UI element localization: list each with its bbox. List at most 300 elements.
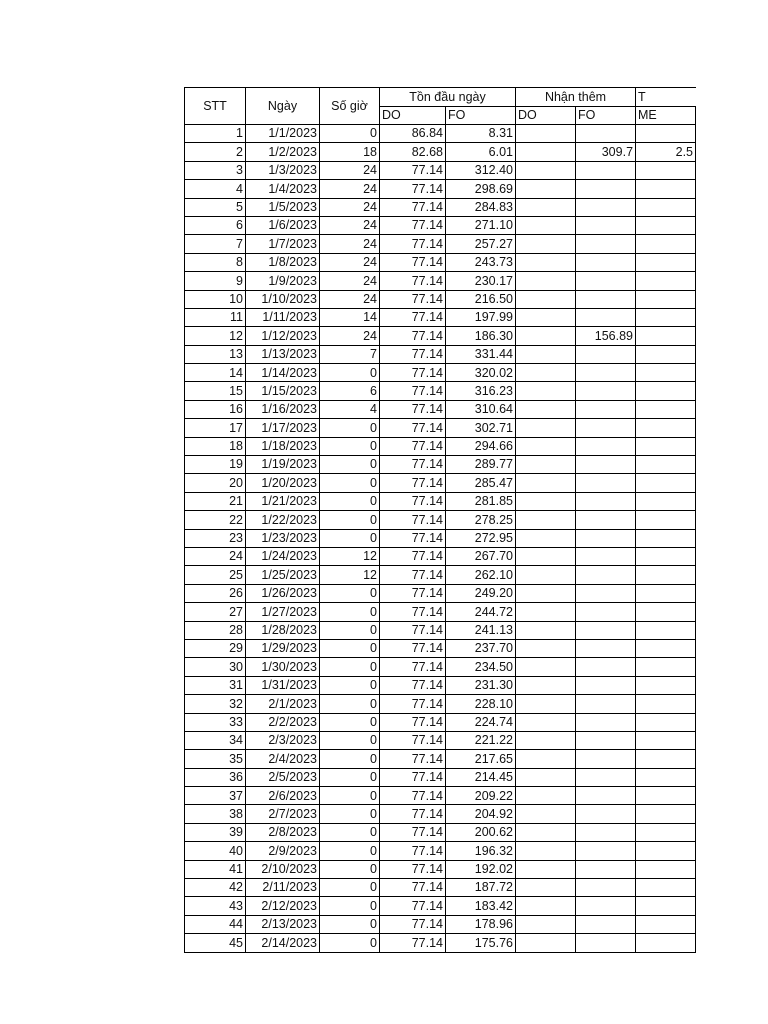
me-cell: [636, 437, 696, 455]
received-fo-cell: [576, 290, 636, 308]
stt-cell: 12: [185, 327, 246, 345]
received-do-cell: [516, 235, 576, 253]
received-fo-cell: [576, 934, 636, 952]
received-do-cell: [516, 547, 576, 565]
stt-cell: 44: [185, 915, 246, 933]
date-cell: 1/14/2023: [246, 364, 320, 382]
hours-cell: 24: [320, 253, 380, 271]
opening-do-cell: 77.14: [380, 235, 446, 253]
received-fo-cell: [576, 382, 636, 400]
opening-fo-cell: 183.42: [446, 897, 516, 915]
stt-cell: 3: [185, 161, 246, 179]
hours-cell: 24: [320, 180, 380, 198]
me-cell: [636, 290, 696, 308]
hours-cell: 0: [320, 511, 380, 529]
received-do-cell: [516, 272, 576, 290]
date-cell: 1/22/2023: [246, 511, 320, 529]
header-opening-do: DO: [380, 107, 446, 125]
me-cell: [636, 327, 696, 345]
table-row: [185, 695, 697, 713]
opening-fo-cell: 281.85: [446, 492, 516, 510]
opening-do-cell: 77.14: [380, 879, 446, 897]
hours-cell: 0: [320, 897, 380, 915]
received-do-cell: [516, 823, 576, 841]
stt-cell: 8: [185, 253, 246, 271]
table-row: [185, 897, 697, 915]
received-fo-cell: [576, 823, 636, 841]
stt-cell: 4: [185, 180, 246, 198]
opening-do-cell: 86.84: [380, 125, 446, 143]
received-do-cell: [516, 198, 576, 216]
received-fo-cell: [576, 492, 636, 510]
header-next-group: T: [636, 88, 696, 107]
opening-fo-cell: 6.01: [446, 143, 516, 161]
fuel-log-table: [184, 87, 696, 953]
received-do-cell: [516, 161, 576, 179]
date-cell: 2/3/2023: [246, 731, 320, 749]
table-row: [185, 474, 697, 492]
header-hours: Số giờ: [320, 88, 380, 125]
me-cell: [636, 897, 696, 915]
table-row: [185, 915, 697, 933]
received-do-cell: [516, 382, 576, 400]
hours-cell: 18: [320, 143, 380, 161]
hours-cell: 0: [320, 474, 380, 492]
opening-fo-cell: 230.17: [446, 272, 516, 290]
opening-do-cell: 77.14: [380, 511, 446, 529]
opening-fo-cell: 187.72: [446, 879, 516, 897]
hours-cell: 0: [320, 879, 380, 897]
opening-do-cell: 77.14: [380, 621, 446, 639]
header-received: Nhận thêm: [516, 88, 636, 107]
opening-do-cell: 77.14: [380, 327, 446, 345]
hours-cell: 12: [320, 566, 380, 584]
received-fo-cell: [576, 456, 636, 474]
stt-cell: 11: [185, 308, 246, 326]
spreadsheet-viewport: [184, 87, 696, 955]
date-cell: 1/12/2023: [246, 327, 320, 345]
hours-cell: 0: [320, 437, 380, 455]
table-row: [185, 419, 697, 437]
table-row: [185, 492, 697, 510]
received-fo-cell: 309.7: [576, 143, 636, 161]
received-fo-cell: [576, 639, 636, 657]
table-row: [185, 713, 697, 731]
me-cell: [636, 823, 696, 841]
received-fo-cell: [576, 547, 636, 565]
stt-cell: 43: [185, 897, 246, 915]
header-row-top: [185, 88, 697, 107]
date-cell: 1/20/2023: [246, 474, 320, 492]
table-body: [185, 125, 697, 953]
opening-do-cell: 77.14: [380, 695, 446, 713]
opening-fo-cell: 278.25: [446, 511, 516, 529]
opening-fo-cell: 186.30: [446, 327, 516, 345]
opening-do-cell: 77.14: [380, 437, 446, 455]
opening-fo-cell: 302.71: [446, 419, 516, 437]
table-row: [185, 860, 697, 878]
stt-cell: 34: [185, 731, 246, 749]
hours-cell: 0: [320, 805, 380, 823]
me-cell: [636, 364, 696, 382]
stt-cell: 7: [185, 235, 246, 253]
received-do-cell: [516, 879, 576, 897]
hours-cell: 24: [320, 235, 380, 253]
table-row: [185, 272, 697, 290]
stt-cell: 25: [185, 566, 246, 584]
opening-fo-cell: 192.02: [446, 860, 516, 878]
table-row: [185, 308, 697, 326]
date-cell: 2/12/2023: [246, 897, 320, 915]
table-row: [185, 805, 697, 823]
me-cell: [636, 419, 696, 437]
table-row: [185, 842, 697, 860]
opening-do-cell: 77.14: [380, 547, 446, 565]
opening-do-cell: 77.14: [380, 492, 446, 510]
me-cell: [636, 934, 696, 952]
stt-cell: 10: [185, 290, 246, 308]
opening-fo-cell: 228.10: [446, 695, 516, 713]
received-fo-cell: [576, 584, 636, 602]
me-cell: [636, 860, 696, 878]
hours-cell: 24: [320, 161, 380, 179]
table-row: [185, 161, 697, 179]
table-row: [185, 787, 697, 805]
date-cell: 1/30/2023: [246, 658, 320, 676]
table-row: [185, 676, 697, 694]
table-row: [185, 566, 697, 584]
opening-fo-cell: 249.20: [446, 584, 516, 602]
received-fo-cell: [576, 603, 636, 621]
me-cell: [636, 805, 696, 823]
opening-fo-cell: 310.64: [446, 400, 516, 418]
table-row: [185, 216, 697, 234]
opening-fo-cell: 284.83: [446, 198, 516, 216]
date-cell: 1/16/2023: [246, 400, 320, 418]
hours-cell: 0: [320, 695, 380, 713]
me-cell: [636, 272, 696, 290]
received-do-cell: [516, 787, 576, 805]
stt-cell: 9: [185, 272, 246, 290]
received-do-cell: [516, 750, 576, 768]
stt-cell: 15: [185, 382, 246, 400]
table-row: [185, 529, 697, 547]
opening-fo-cell: 221.22: [446, 731, 516, 749]
date-cell: 1/24/2023: [246, 547, 320, 565]
hours-cell: 24: [320, 198, 380, 216]
received-do-cell: [516, 400, 576, 418]
me-cell: [636, 621, 696, 639]
me-cell: [636, 400, 696, 418]
received-fo-cell: [576, 676, 636, 694]
received-fo-cell: [576, 125, 636, 143]
date-cell: 1/11/2023: [246, 308, 320, 326]
received-fo-cell: [576, 345, 636, 363]
date-cell: 1/13/2023: [246, 345, 320, 363]
opening-do-cell: 77.14: [380, 345, 446, 363]
date-cell: 2/10/2023: [246, 860, 320, 878]
opening-do-cell: 77.14: [380, 253, 446, 271]
stt-cell: 35: [185, 750, 246, 768]
table-row: [185, 731, 697, 749]
stt-cell: 18: [185, 437, 246, 455]
table-row: [185, 364, 697, 382]
hours-cell: 0: [320, 364, 380, 382]
received-fo-cell: [576, 768, 636, 786]
stt-cell: 24: [185, 547, 246, 565]
received-do-cell: [516, 621, 576, 639]
received-do-cell: [516, 768, 576, 786]
opening-fo-cell: 209.22: [446, 787, 516, 805]
table-row: [185, 437, 697, 455]
date-cell: 2/11/2023: [246, 879, 320, 897]
hours-cell: 0: [320, 492, 380, 510]
opening-do-cell: 77.14: [380, 584, 446, 602]
opening-do-cell: 77.14: [380, 639, 446, 657]
hours-cell: 0: [320, 713, 380, 731]
stt-cell: 21: [185, 492, 246, 510]
opening-do-cell: 77.14: [380, 529, 446, 547]
received-do-cell: [516, 290, 576, 308]
opening-do-cell: 77.14: [380, 290, 446, 308]
date-cell: 2/14/2023: [246, 934, 320, 952]
received-do-cell: [516, 566, 576, 584]
opening-fo-cell: 262.10: [446, 566, 516, 584]
received-fo-cell: [576, 805, 636, 823]
hours-cell: 24: [320, 290, 380, 308]
received-do-cell: [516, 216, 576, 234]
received-fo-cell: [576, 860, 636, 878]
hours-cell: 6: [320, 382, 380, 400]
opening-fo-cell: 204.92: [446, 805, 516, 823]
received-fo-cell: [576, 713, 636, 731]
opening-fo-cell: 312.40: [446, 161, 516, 179]
stt-cell: 26: [185, 584, 246, 602]
received-fo-cell: [576, 253, 636, 271]
opening-fo-cell: 289.77: [446, 456, 516, 474]
date-cell: 1/31/2023: [246, 676, 320, 694]
stt-cell: 22: [185, 511, 246, 529]
opening-fo-cell: 234.50: [446, 658, 516, 676]
table-row: [185, 511, 697, 529]
date-cell: 2/9/2023: [246, 842, 320, 860]
opening-do-cell: 77.14: [380, 897, 446, 915]
received-do-cell: [516, 511, 576, 529]
me-cell: [636, 529, 696, 547]
stt-cell: 45: [185, 934, 246, 952]
me-cell: [636, 603, 696, 621]
opening-do-cell: 77.14: [380, 805, 446, 823]
received-do-cell: [516, 456, 576, 474]
stt-cell: 14: [185, 364, 246, 382]
opening-do-cell: 77.14: [380, 382, 446, 400]
received-do-cell: [516, 842, 576, 860]
date-cell: 1/9/2023: [246, 272, 320, 290]
me-cell: 2.5: [636, 143, 696, 161]
received-fo-cell: [576, 437, 636, 455]
received-do-cell: [516, 474, 576, 492]
date-cell: 2/2/2023: [246, 713, 320, 731]
opening-do-cell: 77.14: [380, 603, 446, 621]
hours-cell: 0: [320, 456, 380, 474]
me-cell: [636, 639, 696, 657]
received-fo-cell: [576, 474, 636, 492]
opening-do-cell: 77.14: [380, 400, 446, 418]
opening-fo-cell: 200.62: [446, 823, 516, 841]
opening-do-cell: 77.14: [380, 272, 446, 290]
stt-cell: 19: [185, 456, 246, 474]
received-do-cell: [516, 492, 576, 510]
received-fo-cell: [576, 180, 636, 198]
opening-fo-cell: 8.31: [446, 125, 516, 143]
received-fo-cell: [576, 621, 636, 639]
received-fo-cell: [576, 400, 636, 418]
me-cell: [636, 658, 696, 676]
me-cell: [636, 474, 696, 492]
hours-cell: 0: [320, 639, 380, 657]
opening-fo-cell: 237.70: [446, 639, 516, 657]
table-row: [185, 400, 697, 418]
hours-cell: 0: [320, 787, 380, 805]
received-do-cell: [516, 308, 576, 326]
date-cell: 1/6/2023: [246, 216, 320, 234]
received-fo-cell: [576, 308, 636, 326]
date-cell: 1/17/2023: [246, 419, 320, 437]
me-cell: [636, 731, 696, 749]
received-fo-cell: [576, 216, 636, 234]
me-cell: [636, 750, 696, 768]
hours-cell: 0: [320, 125, 380, 143]
stt-cell: 31: [185, 676, 246, 694]
stt-cell: 6: [185, 216, 246, 234]
me-cell: [636, 842, 696, 860]
received-fo-cell: [576, 566, 636, 584]
me-cell: [636, 511, 696, 529]
opening-fo-cell: 216.50: [446, 290, 516, 308]
received-fo-cell: [576, 529, 636, 547]
table-row: [185, 235, 697, 253]
stt-cell: 13: [185, 345, 246, 363]
received-do-cell: [516, 860, 576, 878]
me-cell: [636, 235, 696, 253]
stt-cell: 33: [185, 713, 246, 731]
me-cell: [636, 584, 696, 602]
me-cell: [636, 161, 696, 179]
hours-cell: 12: [320, 547, 380, 565]
hours-cell: 7: [320, 345, 380, 363]
received-fo-cell: [576, 750, 636, 768]
me-cell: [636, 456, 696, 474]
received-do-cell: [516, 529, 576, 547]
opening-fo-cell: 271.10: [446, 216, 516, 234]
hours-cell: 0: [320, 529, 380, 547]
table-row: [185, 603, 697, 621]
stt-cell: 38: [185, 805, 246, 823]
date-cell: 1/4/2023: [246, 180, 320, 198]
header-date: Ngày: [246, 88, 320, 125]
header-received-fo: FO: [576, 107, 636, 125]
me-cell: [636, 915, 696, 933]
opening-do-cell: 77.14: [380, 787, 446, 805]
opening-do-cell: 77.14: [380, 915, 446, 933]
received-fo-cell: [576, 198, 636, 216]
received-do-cell: [516, 695, 576, 713]
date-cell: 1/29/2023: [246, 639, 320, 657]
opening-fo-cell: 244.72: [446, 603, 516, 621]
received-fo-cell: [576, 842, 636, 860]
me-cell: [636, 308, 696, 326]
table-row: [185, 934, 697, 952]
table-row: [185, 456, 697, 474]
stt-cell: 32: [185, 695, 246, 713]
opening-do-cell: 77.14: [380, 676, 446, 694]
table-row: [185, 180, 697, 198]
date-cell: 2/6/2023: [246, 787, 320, 805]
date-cell: 1/27/2023: [246, 603, 320, 621]
table-row: [185, 639, 697, 657]
date-cell: 1/3/2023: [246, 161, 320, 179]
table-row: [185, 750, 697, 768]
opening-do-cell: 77.14: [380, 713, 446, 731]
opening-do-cell: 77.14: [380, 768, 446, 786]
opening-do-cell: 77.14: [380, 566, 446, 584]
me-cell: [636, 345, 696, 363]
opening-fo-cell: 175.76: [446, 934, 516, 952]
opening-fo-cell: 316.23: [446, 382, 516, 400]
date-cell: 1/10/2023: [246, 290, 320, 308]
opening-do-cell: 77.14: [380, 750, 446, 768]
me-cell: [636, 382, 696, 400]
received-fo-cell: [576, 235, 636, 253]
received-do-cell: [516, 437, 576, 455]
opening-do-cell: 77.14: [380, 419, 446, 437]
opening-do-cell: 77.14: [380, 731, 446, 749]
received-do-cell: [516, 897, 576, 915]
me-cell: [636, 787, 696, 805]
opening-do-cell: 77.14: [380, 658, 446, 676]
hours-cell: 24: [320, 327, 380, 345]
stt-cell: 27: [185, 603, 246, 621]
received-fo-cell: [576, 879, 636, 897]
me-cell: [636, 125, 696, 143]
opening-do-cell: 77.14: [380, 161, 446, 179]
opening-do-cell: 77.14: [380, 216, 446, 234]
header-stt: STT: [185, 88, 246, 125]
date-cell: 1/1/2023: [246, 125, 320, 143]
opening-fo-cell: 298.69: [446, 180, 516, 198]
table-row: [185, 584, 697, 602]
opening-fo-cell: 214.45: [446, 768, 516, 786]
date-cell: 1/19/2023: [246, 456, 320, 474]
hours-cell: 0: [320, 934, 380, 952]
hours-cell: 0: [320, 658, 380, 676]
received-fo-cell: [576, 731, 636, 749]
stt-cell: 2: [185, 143, 246, 161]
me-cell: [636, 768, 696, 786]
me-cell: [636, 547, 696, 565]
hours-cell: 0: [320, 823, 380, 841]
hours-cell: 0: [320, 621, 380, 639]
opening-fo-cell: 196.32: [446, 842, 516, 860]
date-cell: 2/13/2023: [246, 915, 320, 933]
stt-cell: 17: [185, 419, 246, 437]
received-fo-cell: [576, 272, 636, 290]
stt-cell: 28: [185, 621, 246, 639]
stt-cell: 20: [185, 474, 246, 492]
date-cell: 1/5/2023: [246, 198, 320, 216]
received-do-cell: [516, 658, 576, 676]
stt-cell: 39: [185, 823, 246, 841]
